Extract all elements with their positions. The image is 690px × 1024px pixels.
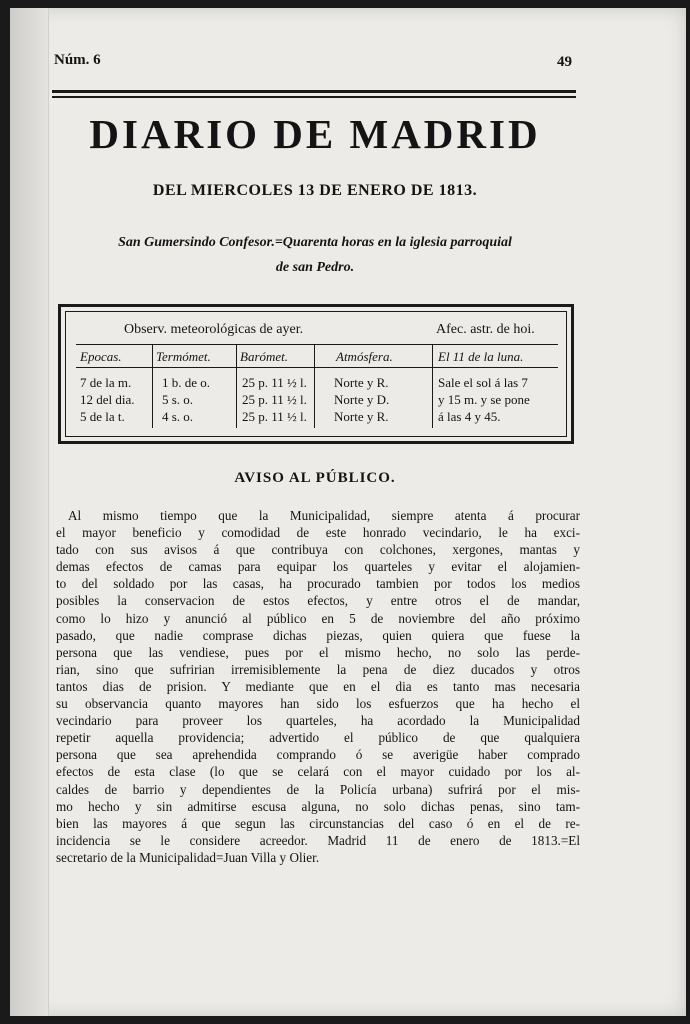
column-divider bbox=[314, 345, 315, 428]
column-atmosfera bbox=[334, 374, 389, 425]
cell: 5 s. o. bbox=[162, 392, 194, 407]
saint-notice bbox=[50, 230, 580, 280]
col-header-termometro: Termómet. bbox=[156, 349, 211, 364]
cell: Norte y R. bbox=[334, 375, 389, 390]
body-line: demas efectos de camas para equipar los quarteles y evitar el alojamien- bbox=[56, 559, 580, 575]
column-luna bbox=[438, 374, 530, 425]
body-line: repetir aquella providencia; advertido el público de que qualquiera bbox=[56, 730, 580, 746]
body-line: to del soldado por las casas, ha procurado tambien por todos los medios bbox=[56, 576, 580, 592]
issue-number: Núm. 6 bbox=[54, 52, 101, 68]
body-line: tado con sus avisos á que contribuya con colchones, xergones, mantas y bbox=[56, 542, 580, 558]
column-epocas bbox=[80, 374, 135, 425]
body-line: efectos de esta clase (lo que se celará con el mayor cuidado por los al- bbox=[56, 764, 580, 780]
table-divider bbox=[76, 367, 558, 368]
cell: Norte y R. bbox=[334, 409, 389, 424]
body-line: caldes de barrio y dependientes de la Policía urbana) sufrirá por el mis- bbox=[56, 781, 580, 797]
table-divider bbox=[76, 344, 558, 345]
weather-title: Observ. meteorológicas de ayer. bbox=[124, 322, 304, 337]
weather-table-inner bbox=[65, 311, 567, 437]
saint-line: de san Pedro. bbox=[275, 260, 355, 275]
weather-table bbox=[58, 304, 574, 444]
body-line: pasado, que nadie comprase dichas piezas, quien quiera que fuese la bbox=[56, 627, 580, 643]
col-header-epocas: Epocas. bbox=[80, 349, 122, 364]
body-line: su observancia quanto mayores han sido los esfuerzos que ha hecho el bbox=[56, 696, 580, 712]
col-header-atmosfera: Atmósfera. bbox=[336, 349, 393, 364]
cell: y 15 m. y se pone bbox=[438, 392, 530, 407]
notice-body bbox=[56, 507, 580, 866]
body-line: tantos dias de prision. Y mediante que en el dia es tanto mas necesaria bbox=[56, 678, 580, 694]
body-line: como lo hizo y anunció al público en 5 de noviembre del año próximo bbox=[56, 610, 580, 626]
column-divider bbox=[152, 345, 153, 428]
binding-edge bbox=[10, 8, 49, 1016]
body-line: rian, sino que sufririan irremisiblemente la pena de diez ducados y otros bbox=[56, 661, 580, 677]
body-line: vecindario para proveer los quarteles, ha acordado la Municipalidad bbox=[56, 713, 580, 729]
col-header-luna: El 11 de la luna. bbox=[438, 349, 524, 364]
body-line: Al mismo tiempo que la Municipalidad, siempre atenta á procurar bbox=[68, 508, 580, 523]
cell: 12 del dia. bbox=[80, 392, 135, 407]
cell: 4 s. o. bbox=[162, 409, 194, 424]
notice-heading: AVISO AL PÚBLICO. bbox=[234, 470, 396, 486]
column-barometro bbox=[242, 374, 307, 425]
body-line: mo hecho y sin admitirse escusa alguna, no solo dichas penas, sino tam- bbox=[56, 798, 580, 814]
newspaper-page bbox=[10, 8, 686, 1016]
cell: 7 de la m. bbox=[80, 375, 132, 390]
cell: 25 p. 11 ½ l. bbox=[242, 409, 307, 424]
body-line: persona que sea aprehendida comprando ó se averigüe haber comprado bbox=[56, 747, 580, 763]
column-termometro bbox=[162, 374, 210, 425]
cell: Norte y D. bbox=[334, 392, 390, 407]
column-divider bbox=[236, 345, 237, 428]
col-header-barometro: Barómet. bbox=[240, 349, 289, 364]
page-number: 49 bbox=[557, 54, 572, 70]
cell: 5 de la t. bbox=[80, 409, 125, 424]
body-line: bien las mayores á que segun las circunstancias del caso ó en el de re- bbox=[56, 815, 580, 831]
header-rule-thin bbox=[52, 96, 576, 98]
dateline: DEL MIERCOLES 13 DE ENERO DE 1813. bbox=[152, 182, 478, 199]
body-line: incidencia se le considere acreedor. Madrid 11 de enero de 1813.=El bbox=[56, 832, 580, 848]
column-divider bbox=[432, 345, 433, 428]
body-line: posibles la conservacion de estos efectos, y entre otros el de mandar, bbox=[56, 593, 580, 609]
body-line: secretario de la Municipalidad=Juan Villa y Olier. bbox=[56, 849, 320, 865]
saint-line: San Gumersindo Confesor.=Quarenta horas en la iglesia parroquial bbox=[118, 235, 512, 250]
body-line: el mayor beneficio y comodidad de este honrado vecindario, le ha exci- bbox=[56, 525, 580, 541]
astronomy-title: Afec. astr. de hoi. bbox=[436, 322, 535, 337]
body-line: persona que las vendiese, pues por el mismo hecho, no solo las perde- bbox=[56, 644, 580, 660]
cell: á las 4 y 45. bbox=[438, 409, 501, 424]
masthead-title: DIARIO DE MADRID bbox=[89, 111, 541, 157]
header-rule-thick bbox=[52, 90, 576, 93]
cell: 1 b. de o. bbox=[162, 375, 211, 390]
cell: 25 p. 11 ½ l. bbox=[242, 392, 307, 407]
cell: Sale el sol á las 7 bbox=[438, 375, 528, 390]
cell: 25 p. 11 ½ l. bbox=[242, 375, 307, 390]
